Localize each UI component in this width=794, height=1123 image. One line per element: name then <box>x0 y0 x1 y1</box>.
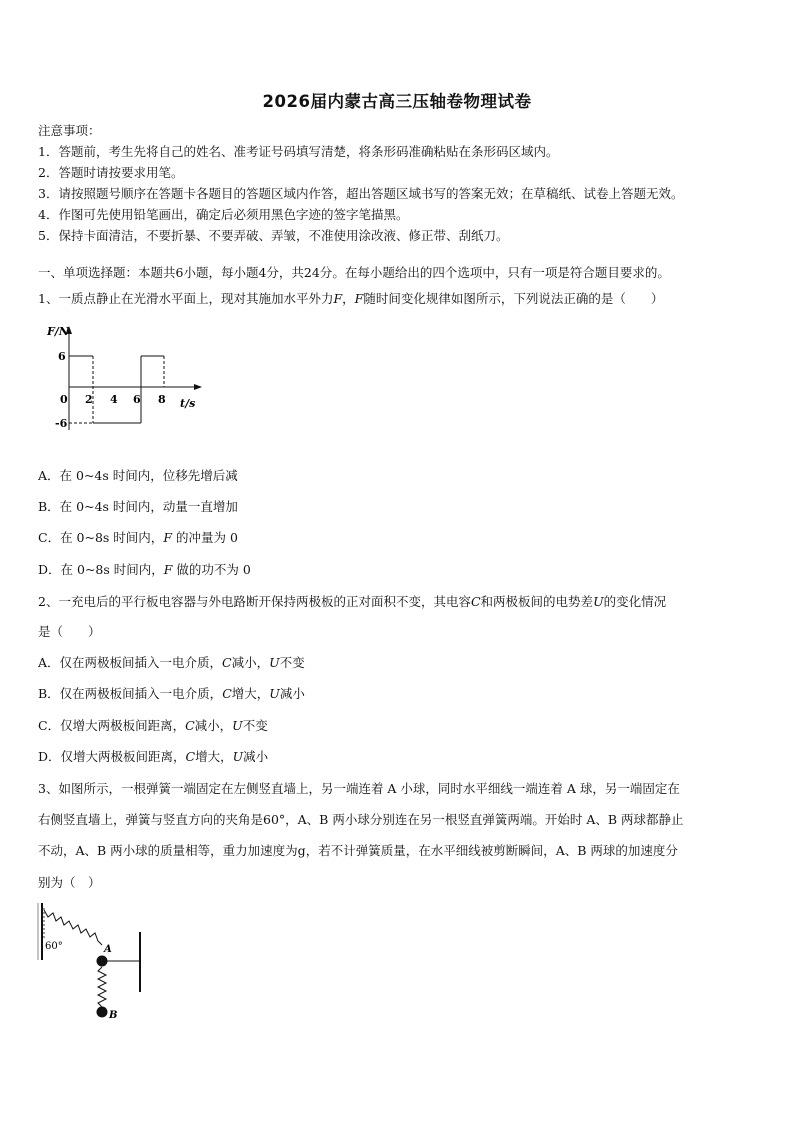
option-text: B．仅在两极板间插入一电介质， <box>38 686 223 701</box>
q1-stem-part: 随时间变化规律如图所示，下列说法正确的是（ ） <box>363 291 664 306</box>
option-var: C <box>222 655 232 670</box>
option-text: A．仅在两极板间插入一电介质， <box>38 655 223 670</box>
x-tick-label: 4 <box>110 393 118 406</box>
notes-heading: 注意事项： <box>38 123 101 138</box>
q2-stem-part: 的变化情况 <box>603 594 667 609</box>
origin-label: 0 <box>60 393 68 406</box>
option-var: U <box>232 749 244 764</box>
option-var: C <box>185 749 196 764</box>
option-var: C <box>222 686 232 701</box>
q2-option-d[interactable] <box>38 747 268 767</box>
q1-option-c[interactable] <box>38 528 238 548</box>
option-text: C．仅增大两极板间距离， <box>38 718 186 733</box>
x-tick-label: 2 <box>85 393 93 406</box>
question-2-stem <box>38 592 760 612</box>
q2-var-u: U <box>593 594 604 609</box>
notes-block <box>38 120 758 246</box>
option-var: F <box>163 530 172 545</box>
option-text: 减小 <box>243 749 269 764</box>
question-3-stem: 3、如图所示，一根弹簧一端固定在左侧竖直墙上，另一端连着 A 小球，同时水平细线一端连着 A 球，另一端固定在 <box>38 781 680 796</box>
option-text: 减小， <box>194 718 233 733</box>
section-heading: 一、单项选择题：本题共6小题，每小题4分，共24分。在每小题给出的四个选项中，只有一项是符合题目要求的。 <box>38 265 670 280</box>
q1-option-d[interactable] <box>38 560 251 580</box>
ball-a <box>97 956 108 967</box>
q1-var-f: F <box>354 291 364 306</box>
notes-item: 1．答题前，考生先将自己的姓名、准考证号码填写清楚，将条形码准确粘贴在条形码区域内。 <box>38 144 559 159</box>
q1-option-b[interactable]: B．在 0~4s 时间内，动量一直增加 <box>38 499 238 514</box>
option-text: 增大， <box>195 749 233 764</box>
q2-option-a[interactable] <box>38 653 305 673</box>
force-time-graph <box>38 318 213 438</box>
q2-stem-part: 和两极板间的电势差 <box>480 594 594 609</box>
option-var: C <box>185 718 195 733</box>
question-1-stem <box>38 289 760 309</box>
angled-spring <box>44 910 102 945</box>
option-text: 不变 <box>242 718 268 733</box>
q1-stem-part: 1、一质点静止在光滑水平面上，现对其施加水平外力 <box>38 291 334 306</box>
option-text: 减小 <box>279 686 305 701</box>
option-var: U <box>269 686 280 701</box>
option-text: D．在 0~8s 时间内， <box>38 562 164 577</box>
question-2-stem-cont: 是（ ） <box>38 624 101 639</box>
y-axis-label: F/N <box>47 325 69 338</box>
notes-item: 2．答题时请按要求用笔。 <box>38 165 184 180</box>
q1-var-f: F <box>333 291 343 306</box>
option-var: U <box>269 655 280 670</box>
q1-option-a[interactable]: A．在 0~4s 时间内，位移先增后减 <box>38 468 238 483</box>
option-text: 的冲量为 0 <box>172 530 238 545</box>
option-var: F <box>163 562 173 577</box>
x-tick-label: 6 <box>133 393 141 406</box>
option-text: 不变 <box>279 655 305 670</box>
q1-stem-part: ， <box>342 291 355 306</box>
question-3-stem: 不动，A、B 两小球的质量相等，重力加速度为g，若不计弹簧质量，在水平细线被剪断瞬间，A、B 两球的加速度分 <box>38 843 678 858</box>
y-tick-label: -6 <box>55 417 68 430</box>
page-title: 2026届内蒙古高三压轴卷物理试卷 <box>262 92 532 111</box>
notes-item: 5．保持卡面清洁，不要折暴、不要弄破、弄皱，不准使用涂改液、修正带、刮纸刀。 <box>38 228 509 243</box>
q2-stem-part: 2、一充电后的平行板电容器与外电路断开保持两极板的正对面积不变，其电容 <box>38 594 471 609</box>
angle-label: 60° <box>45 941 63 952</box>
x-tick-label: 8 <box>158 393 166 406</box>
option-text: C．在 0~8s 时间内， <box>38 530 164 545</box>
ball-b <box>97 1007 108 1018</box>
q2-var-c: C <box>470 594 481 609</box>
ball-b-label: B <box>109 1010 118 1021</box>
option-text: 增大， <box>231 686 270 701</box>
option-var: U <box>232 718 243 733</box>
option-text: 减小， <box>231 655 270 670</box>
ball-a-label: A <box>104 944 112 955</box>
x-axis-label: t/s <box>180 397 196 410</box>
notes-item: 4．作图可先使用铅笔画出，确定后必须用黑色字迹的签字笔描黑。 <box>38 207 409 222</box>
notes-item: 3．请按照题号顺序在答题卡各题目的答题区域内作答，超出答题区域书写的答案无效；在草稿纸、试卷上答题无效。 <box>38 186 684 201</box>
y-tick-label: 6 <box>58 350 66 363</box>
option-text: D．仅增大两极板间距离， <box>38 749 186 764</box>
question-3-stem: 右侧竖直墙上，弹簧与竖直方向的夹角是60°，A、B 两小球分别连在另一根竖直弹簧两端。开始时 A、B 两球都静止 <box>38 812 684 827</box>
question-3-stem: 别为（ ） <box>38 875 101 890</box>
q2-option-b[interactable] <box>38 684 305 704</box>
option-text: 做的功不为 0 <box>172 562 251 577</box>
q2-option-c[interactable] <box>38 716 268 736</box>
spring-ball-figure <box>36 900 156 1025</box>
vertical-spring <box>98 967 106 1007</box>
x-axis-arrow <box>194 384 202 390</box>
